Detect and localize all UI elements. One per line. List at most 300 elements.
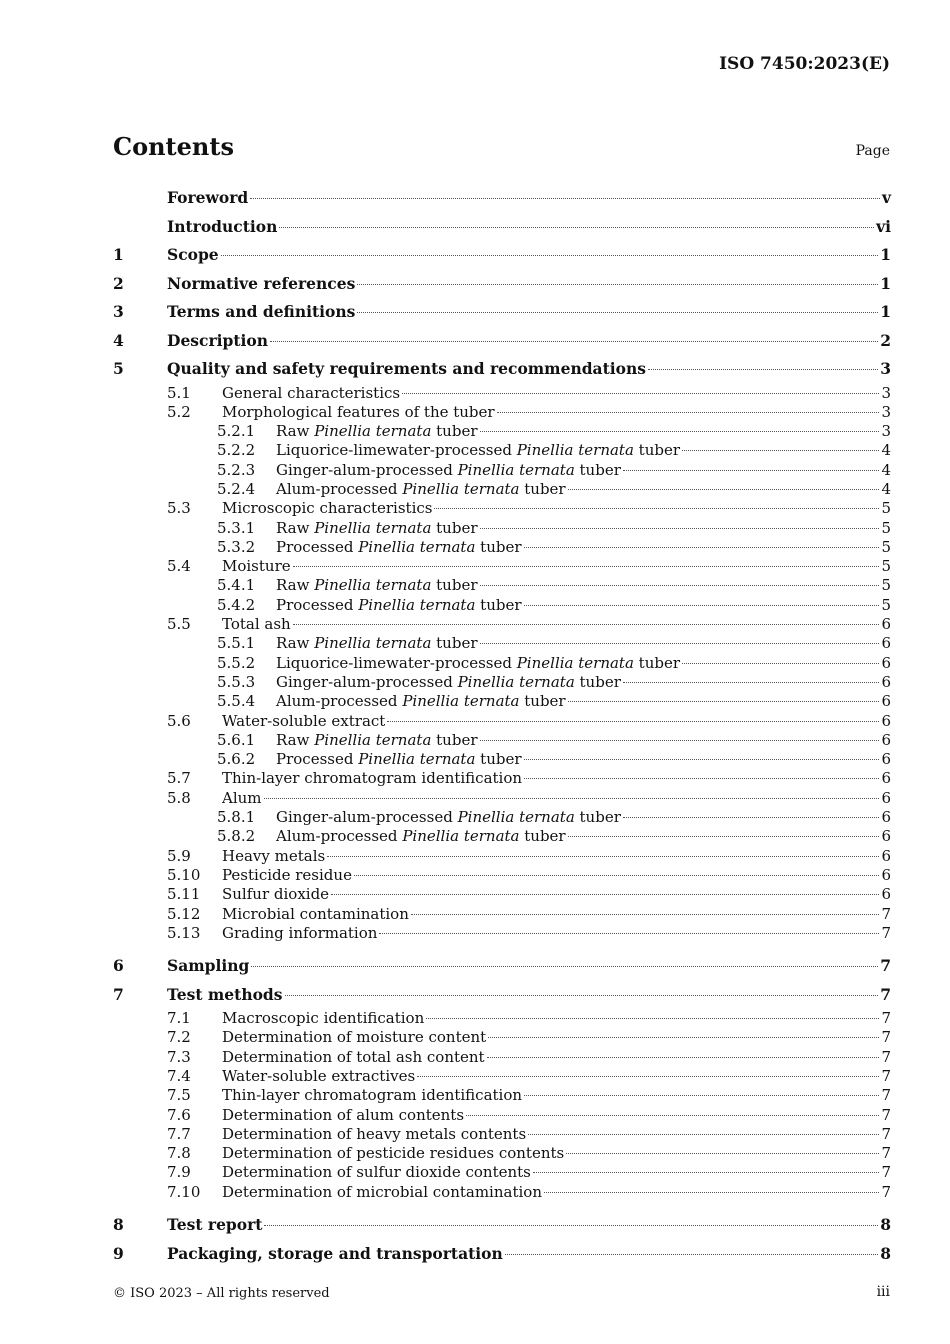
toc-entry-number: 7.9 — [167, 1163, 191, 1182]
toc-entry-page: 3 — [881, 383, 891, 402]
toc-dot-leader — [387, 721, 879, 722]
toc-entry-page: 6 — [881, 846, 891, 865]
toc-entry-title-species: Pinellia ternata — [358, 537, 476, 556]
toc-entry-title-post: tuber — [633, 653, 681, 672]
toc-entry[interactable] — [113, 422, 891, 441]
toc-entry-page: 6 — [881, 808, 891, 827]
toc-entry[interactable] — [113, 1009, 891, 1028]
toc-entry-page: 7 — [881, 923, 891, 942]
toc-entry-page: 6 — [881, 615, 891, 634]
toc-dot-leader — [411, 914, 880, 915]
toc-entry[interactable] — [113, 654, 891, 673]
toc-entry-page: 4 — [881, 441, 891, 460]
toc-entry-title-species: Pinellia ternata — [516, 653, 634, 672]
toc-dot-leader — [279, 227, 874, 228]
toc-entry-number: 5.8 — [167, 788, 191, 807]
document-id: ISO 7450:2023(E) — [719, 54, 890, 74]
toc-entry-title-species: Pinellia ternata — [314, 576, 432, 595]
toc-entry-title-species: Pinellia ternata — [402, 479, 520, 498]
toc-entry[interactable] — [113, 270, 891, 299]
toc-entry-page: 5 — [881, 595, 891, 614]
toc-entry[interactable] — [113, 750, 891, 769]
toc-dot-leader — [402, 393, 879, 394]
toc-entry-title-species: Pinellia ternata — [314, 422, 432, 441]
toc-entry-page: 7 — [881, 1182, 891, 1201]
toc-entry-number: 5.5 — [167, 615, 191, 634]
toc-entry-number: 7.3 — [167, 1047, 191, 1066]
toc-entry-title: Microscopic characteristics — [222, 499, 433, 518]
toc-entry-number: 7.4 — [167, 1067, 191, 1085]
toc-entry-page: 7 — [880, 956, 891, 976]
toc-dot-leader — [566, 1153, 879, 1154]
toc-entry-title-species: Pinellia ternata — [516, 441, 634, 460]
toc-entry[interactable] — [113, 1067, 891, 1086]
toc-entry-number: 5.10 — [167, 865, 201, 884]
toc-entry-title — [276, 750, 522, 769]
toc-entry-title-post: tuber — [519, 827, 566, 846]
toc-entry-number: 5.8.1 — [217, 808, 256, 827]
toc-entry-title: Determination of heavy metals contents — [222, 1124, 527, 1143]
toc-entry-title-post: tuber — [431, 576, 478, 595]
toc-entry[interactable] — [113, 184, 891, 213]
toc-entry-page: 6 — [881, 634, 891, 653]
toc-dot-leader — [434, 508, 879, 509]
toc-entry-number: 5.2.2 — [217, 441, 256, 460]
table-of-contents — [113, 184, 891, 1268]
toc-dot-leader — [264, 1225, 878, 1226]
toc-entry[interactable] — [113, 885, 891, 904]
toc-entry-page: 7 — [881, 1067, 891, 1085]
toc-entry-title: Test methods — [167, 984, 283, 1004]
toc-entry-title — [276, 538, 522, 557]
toc-entry[interactable] — [113, 499, 891, 518]
toc-entry-number: 5.3.1 — [217, 518, 256, 537]
toc-dot-leader — [331, 894, 879, 895]
toc-dot-leader — [524, 547, 880, 548]
toc-dot-leader — [354, 875, 880, 876]
toc-dot-leader — [480, 431, 880, 432]
toc-entry[interactable] — [113, 981, 891, 1010]
toc-entry-title-post: tuber — [519, 692, 566, 711]
toc-entry[interactable] — [113, 213, 891, 242]
toc-entry-title: Thin-layer chromatogram identification — [222, 1086, 523, 1105]
toc-entry[interactable] — [113, 1144, 891, 1163]
toc-entry-title-post: tuber — [574, 808, 621, 827]
toc-entry[interactable] — [113, 827, 891, 846]
toc-entry-title: Quality and safety requirements and recommendations — [167, 359, 646, 378]
toc-entry[interactable] — [113, 384, 891, 403]
toc-entry-title-post: tuber — [431, 730, 478, 749]
toc-dot-leader — [264, 798, 880, 799]
toc-dot-leader — [327, 856, 879, 857]
toc-entry-title — [276, 461, 621, 480]
toc-entry-page: 6 — [881, 827, 891, 846]
toc-entry-number: 5.6.2 — [217, 750, 256, 769]
toc-entry-title: Introduction — [167, 216, 278, 236]
toc-entry-number: 7.7 — [167, 1124, 191, 1143]
toc-entry-title-species: Pinellia ternata — [457, 460, 575, 479]
toc-entry[interactable] — [113, 538, 891, 557]
toc-entry[interactable] — [113, 769, 891, 788]
toc-dot-leader — [293, 566, 880, 567]
toc-entry-number: 8 — [113, 1215, 124, 1235]
toc-entry-title — [276, 519, 478, 538]
toc-entry-title: Test report — [167, 1215, 263, 1235]
toc-entry-page: 6 — [881, 730, 891, 749]
toc-entry-title-post: tuber — [475, 595, 522, 614]
toc-entry-page: 6 — [881, 653, 891, 672]
toc-entry-number: 5.8.2 — [217, 827, 256, 846]
toc-entry[interactable] — [113, 519, 891, 538]
toc-entry-title: Macroscopic identification — [222, 1009, 425, 1028]
toc-dot-leader — [648, 369, 878, 370]
toc-entry-page: 8 — [880, 1243, 891, 1263]
toc-entry-title — [276, 422, 478, 441]
toc-entry-number: 2 — [113, 273, 124, 293]
toc-entry-page: 5 — [881, 576, 891, 595]
toc-entry-page: 7 — [881, 1105, 891, 1124]
toc-entry-title-post: tuber — [633, 441, 681, 460]
toc-entry[interactable] — [113, 480, 891, 499]
toc-entry-number: 5.2.1 — [217, 422, 256, 441]
toc-entry[interactable] — [113, 241, 891, 270]
footer-copyright: © ISO 2023 – All rights reserved — [113, 1286, 330, 1301]
toc-entry[interactable] — [113, 1086, 891, 1105]
toc-entry-title: Moisture — [222, 557, 291, 576]
toc-entry[interactable] — [113, 808, 891, 827]
toc-entry-title-species: Pinellia ternata — [457, 672, 575, 691]
toc-dot-leader — [480, 740, 880, 741]
toc-entry-title: General characteristics — [222, 383, 401, 402]
toc-entry-title: Thin-layer chromatogram identification — [222, 769, 523, 788]
toc-entry-title — [276, 576, 478, 595]
toc-entry[interactable] — [113, 1211, 891, 1240]
toc-entry-title: Morphological features of the tuber — [222, 402, 495, 421]
toc-entry-page: 1 — [880, 302, 891, 321]
toc-entry-title-pre: Raw — [276, 730, 315, 749]
toc-dot-leader — [682, 663, 879, 664]
toc-dot-leader — [487, 1057, 880, 1058]
toc-entry-number: 5.6 — [167, 711, 191, 730]
toc-entry-title: Grading information — [222, 923, 378, 942]
toc-entry-number: 5.6.1 — [217, 730, 256, 749]
toc-entry-page: 6 — [881, 788, 891, 807]
toc-entry-page: 6 — [881, 769, 891, 788]
toc-entry-title-pre: Alum-processed — [276, 479, 403, 498]
toc-entry-number: 5.4 — [167, 557, 191, 576]
toc-entry-page: 4 — [881, 460, 891, 479]
toc-entry[interactable] — [113, 441, 891, 460]
toc-entry-number: 5.5.3 — [217, 672, 256, 691]
toc-entry-title-post: tuber — [475, 750, 522, 769]
toc-entry-page: 6 — [881, 885, 891, 904]
toc-dot-leader — [568, 489, 880, 490]
toc-entry-page: 5 — [881, 537, 891, 556]
toc-entry-title-species: Pinellia ternata — [314, 634, 432, 653]
toc-entry-number: 7.10 — [167, 1182, 201, 1201]
toc-entry-title: Sulfur dioxide — [222, 885, 330, 904]
toc-entry[interactable] — [113, 1183, 891, 1202]
toc-entry-title — [276, 634, 478, 653]
toc-entry-title-post: tuber — [574, 672, 621, 691]
toc-dot-leader — [623, 817, 880, 818]
toc-entry-number: 5.5.1 — [217, 634, 256, 653]
toc-entry-number: 6 — [113, 956, 124, 976]
toc-entry-page: 5 — [881, 518, 891, 537]
toc-entry[interactable] — [113, 847, 891, 866]
toc-entry-number: 7.2 — [167, 1028, 191, 1047]
toc-entry-title-species: Pinellia ternata — [314, 730, 432, 749]
footer-page-number: iii — [876, 1284, 890, 1300]
toc-entry-title-pre: Processed — [276, 750, 359, 769]
toc-entry[interactable] — [113, 731, 891, 750]
toc-entry-title-post: tuber — [431, 422, 478, 441]
toc-entry-number: 3 — [113, 302, 124, 321]
toc-entry-number: 5.9 — [167, 846, 191, 865]
toc-dot-leader — [524, 605, 880, 606]
toc-entry-page: 1 — [880, 245, 891, 264]
toc-dot-leader — [568, 836, 880, 837]
toc-entry-title-pre: Processed — [276, 537, 359, 556]
toc-entry-title: Total ash — [222, 615, 291, 634]
toc-entry-page: v — [881, 188, 891, 207]
toc-entry-page: 6 — [881, 865, 891, 884]
toc-entry-title: Water-soluble extractives — [222, 1067, 416, 1085]
toc-entry-title: Pesticide residue — [222, 865, 352, 884]
toc-entry-page: 1 — [880, 273, 891, 293]
toc-entry-page: 7 — [881, 1047, 891, 1066]
toc-entry-page: 4 — [881, 479, 891, 498]
toc-entry[interactable] — [113, 634, 891, 653]
toc-entry-title-species: Pinellia ternata — [402, 692, 520, 711]
toc-entry-page: 7 — [881, 1086, 891, 1105]
toc-entry-title-pre: Raw — [276, 576, 315, 595]
toc-entry[interactable] — [113, 1163, 891, 1182]
toc-entry[interactable] — [113, 1028, 891, 1047]
toc-entry-title-species: Pinellia ternata — [358, 595, 476, 614]
toc-entry-title: Alum — [222, 788, 262, 807]
toc-entry-title-post: tuber — [574, 460, 621, 479]
toc-entry-title: Heavy metals — [222, 846, 326, 865]
toc-entry-title: Terms and definitions — [167, 302, 356, 321]
toc-entry-number: 5.2.3 — [217, 460, 256, 479]
toc-dot-leader — [293, 624, 880, 625]
toc-entry-title-pre: Alum-processed — [276, 692, 403, 711]
toc-dot-leader — [480, 528, 880, 529]
toc-dot-leader — [505, 1254, 878, 1255]
toc-entry-title-post: tuber — [431, 634, 478, 653]
toc-entry-number: 7.8 — [167, 1144, 191, 1163]
page-title: Contents — [113, 132, 234, 161]
toc-entry-page: 7 — [881, 1124, 891, 1143]
toc-dot-leader — [533, 1172, 880, 1173]
toc-entry-title: Determination of microbial contamination — [222, 1182, 542, 1201]
toc-entry-title-pre: Alum-processed — [276, 827, 403, 846]
toc-dot-leader — [357, 284, 878, 285]
toc-entry-page: 5 — [881, 557, 891, 576]
toc-entry[interactable] — [113, 596, 891, 615]
toc-entry[interactable] — [113, 673, 891, 692]
toc-entry-title-pre: Ginger-alum-processed — [276, 460, 458, 479]
toc-entry[interactable] — [113, 692, 891, 711]
toc-entry-number: 5.11 — [167, 885, 201, 904]
toc-entry-title: Description — [167, 330, 269, 350]
toc-entry-title — [276, 827, 566, 846]
toc-entry-page: 7 — [881, 1163, 891, 1182]
toc-entry-page: 6 — [881, 711, 891, 730]
toc-entry[interactable] — [113, 403, 891, 422]
toc-entry-title — [276, 654, 680, 673]
toc-entry[interactable] — [113, 866, 891, 885]
toc-entry-number: 9 — [113, 1243, 124, 1263]
toc-entry-title: Determination of sulfur dioxide contents — [222, 1163, 531, 1182]
toc-entry-title-species: Pinellia ternata — [457, 808, 575, 827]
toc-dot-leader — [682, 450, 879, 451]
toc-entry-title: Scope — [167, 245, 219, 264]
toc-entry-title: Normative references — [167, 273, 356, 293]
toc-dot-leader — [524, 759, 880, 760]
toc-entry[interactable] — [113, 327, 891, 356]
toc-entry-title-pre: Ginger-alum-processed — [276, 672, 458, 691]
toc-entry-title-pre: Ginger-alum-processed — [276, 808, 458, 827]
toc-entry-page: 7 — [881, 1028, 891, 1047]
toc-entry-title: Water-soluble extract — [222, 711, 386, 730]
toc-entry-page: 3 — [881, 422, 891, 441]
toc-dot-leader — [251, 966, 878, 967]
toc-entry-number: 5.1 — [167, 383, 191, 402]
toc-entry[interactable] — [113, 905, 891, 924]
toc-dot-leader — [285, 995, 879, 996]
toc-dot-leader — [426, 1018, 879, 1019]
toc-entry[interactable] — [113, 712, 891, 731]
toc-dot-leader — [488, 1037, 879, 1038]
toc-entry-title: Microbial contamination — [222, 904, 409, 923]
toc-entry-number: 5.5.2 — [217, 653, 256, 672]
toc-entry-title-pre: Liquorice-limewater-processed — [276, 653, 517, 672]
toc-entry-title — [276, 480, 566, 499]
toc-entry-number: 5.3 — [167, 499, 191, 518]
toc-entry-title-species: Pinellia ternata — [314, 518, 432, 537]
toc-entry-page: 7 — [881, 904, 891, 923]
toc-entry-number: 7.5 — [167, 1086, 191, 1105]
toc-dot-leader — [221, 255, 879, 256]
toc-entry-title: Determination of total ash content — [222, 1047, 485, 1066]
toc-entry[interactable] — [113, 1240, 891, 1269]
toc-entry-title: Determination of pesticide residues contents — [222, 1144, 565, 1163]
toc-dot-leader — [417, 1076, 879, 1077]
toc-entry-page: 7 — [880, 984, 891, 1004]
toc-entry-number: 1 — [113, 245, 124, 264]
toc-entry-page: 6 — [881, 672, 891, 691]
toc-entry-number: 5.3.2 — [217, 537, 256, 556]
toc-dot-leader — [524, 1095, 879, 1096]
toc-entry-number: 5.13 — [167, 923, 201, 942]
toc-entry-title-pre: Processed — [276, 595, 359, 614]
toc-entry[interactable] — [113, 461, 891, 480]
toc-dot-leader — [568, 701, 880, 702]
toc-entry-number: 7.1 — [167, 1009, 191, 1028]
page-column-label: Page — [855, 143, 890, 159]
toc-entry-number: 7.6 — [167, 1105, 191, 1124]
toc-entry-page: 5 — [881, 499, 891, 518]
toc-entry[interactable] — [113, 576, 891, 595]
toc-entry-title — [276, 596, 522, 615]
toc-dot-leader — [544, 1192, 879, 1193]
toc-entry-page: 7 — [881, 1009, 891, 1028]
toc-entry-page: 8 — [880, 1215, 891, 1235]
toc-entry-title-pre: Liquorice-limewater-processed — [276, 441, 517, 460]
toc-entry-title: Determination of alum contents — [222, 1105, 465, 1124]
toc-entry[interactable] — [113, 1106, 891, 1125]
toc-entry-title-pre: Raw — [276, 422, 315, 441]
toc-entry-title — [276, 441, 680, 460]
toc-entry-title-pre: Raw — [276, 518, 315, 537]
toc-entry[interactable] — [113, 298, 891, 327]
toc-entry-title — [276, 808, 621, 827]
toc-entry-title-pre: Raw — [276, 634, 315, 653]
toc-dot-leader — [357, 312, 878, 313]
toc-entry-title: Foreword — [167, 188, 249, 207]
toc-entry-number: 4 — [113, 330, 124, 350]
toc-dot-leader — [623, 682, 880, 683]
toc-entry-number: 5.2.4 — [217, 479, 256, 498]
toc-entry[interactable] — [113, 557, 891, 576]
toc-entry[interactable] — [113, 615, 891, 634]
toc-entry-title — [276, 731, 478, 750]
toc-dot-leader — [524, 778, 879, 779]
toc-entry-page: 7 — [881, 1144, 891, 1163]
toc-entry-number: 5.7 — [167, 769, 191, 788]
toc-entry-title — [276, 673, 621, 692]
toc-entry[interactable] — [113, 924, 891, 943]
toc-entry-number: 5.4.2 — [217, 595, 256, 614]
toc-entry-page: 3 — [880, 359, 891, 378]
toc-entry-title-post: tuber — [431, 518, 478, 537]
toc-entry-number: 5.4.1 — [217, 576, 256, 595]
toc-dot-leader — [480, 585, 880, 586]
toc-entry-title: Sampling — [167, 956, 250, 976]
toc-entry[interactable] — [113, 355, 891, 384]
toc-entry-number: 5.2 — [167, 402, 191, 421]
toc-entry[interactable] — [113, 1048, 891, 1067]
toc-entry-number: 5 — [113, 359, 124, 378]
toc-dot-leader — [528, 1134, 879, 1135]
toc-entry-title — [276, 692, 566, 711]
toc-dot-leader — [480, 643, 880, 644]
toc-entry[interactable] — [113, 789, 891, 808]
toc-entry-title: Determination of moisture content — [222, 1028, 487, 1047]
toc-entry-page: vi — [876, 216, 891, 236]
toc-entry-number: 5.5.4 — [217, 692, 256, 711]
toc-dot-leader — [250, 198, 880, 199]
toc-dot-leader — [466, 1115, 879, 1116]
toc-dot-leader — [497, 412, 880, 413]
toc-entry[interactable] — [113, 952, 891, 981]
toc-entry[interactable] — [113, 1125, 891, 1144]
toc-entry-title-species: Pinellia ternata — [402, 827, 520, 846]
toc-dot-leader — [623, 470, 880, 471]
toc-entry-page: 6 — [881, 692, 891, 711]
toc-entry-title: Packaging, storage and transportation — [167, 1243, 503, 1263]
toc-entry-title-species: Pinellia ternata — [358, 750, 476, 769]
toc-dot-leader — [379, 933, 879, 934]
toc-entry-page: 6 — [881, 750, 891, 769]
toc-entry-title-post: tuber — [519, 479, 566, 498]
toc-entry-title-post: tuber — [475, 537, 522, 556]
toc-entry-page: 3 — [881, 402, 891, 421]
toc-entry-page: 2 — [880, 330, 891, 350]
toc-entry-number: 5.12 — [167, 904, 201, 923]
